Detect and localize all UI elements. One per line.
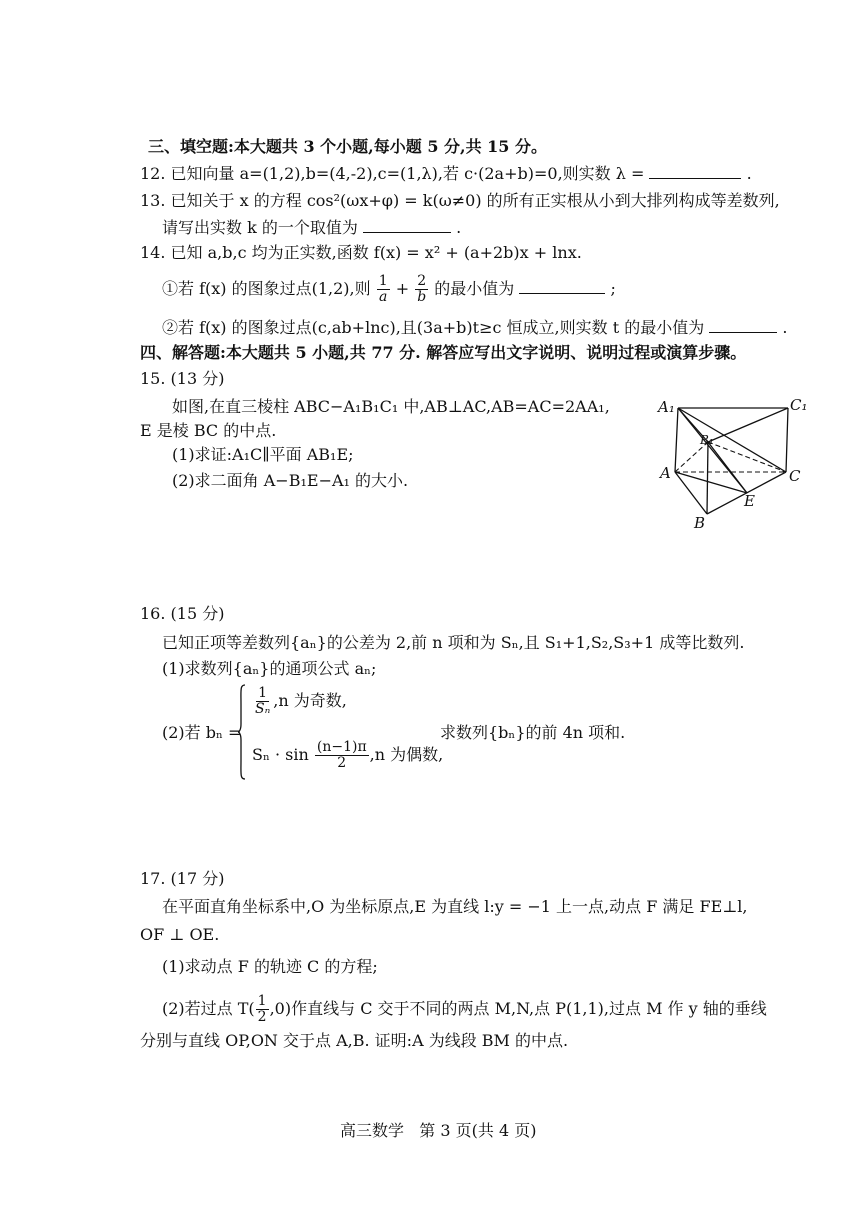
q14-part2-text: ②若 f(x) 的图象过点(c,ab+lnc),且(3a+b)t≥c 恒成立,则实数 t 的最小值为 — [162, 318, 705, 337]
q16-sub2-post: 求数列{bₙ}的前 4n 项和. — [440, 723, 626, 742]
q14-part2-tail: . — [782, 318, 788, 337]
q13-answer-blank[interactable] — [363, 216, 451, 233]
q14-part1 — [162, 274, 616, 305]
label-b: B — [694, 514, 706, 532]
case2-cond: ,n 为偶数, — [369, 745, 444, 764]
case1-cond: ,n 为奇数, — [273, 691, 347, 710]
q17-fraction-half — [256, 994, 269, 1025]
section3-heading: 三、填空题:本大题共 3 个小题,每小题 5 分,共 15 分。 — [148, 137, 548, 156]
q17-frac-num: 1 — [257, 993, 267, 1009]
q14-part1-tail: ; — [610, 279, 616, 298]
q12-tail: . — [746, 164, 752, 183]
edge-a1a — [675, 408, 678, 472]
q14-part1-pre: ①若 f(x) 的图象过点(1,2),则 — [162, 279, 371, 298]
question-12 — [140, 162, 752, 185]
q14-fraction-1-over-a — [377, 274, 390, 305]
q17-sub1: (1)求动点 F 的轨迹 C 的方程; — [162, 957, 378, 976]
case2-den: 2 — [337, 755, 347, 771]
case1-num: 1 — [258, 685, 268, 701]
q14-part1-answer-blank[interactable] — [519, 277, 605, 294]
edge-c1c — [786, 408, 788, 472]
label-c1: C₁ — [790, 396, 808, 414]
prism-figure — [650, 392, 820, 532]
case2-num: (n−1)π — [316, 739, 367, 755]
edge-b1c1 — [708, 408, 788, 442]
q17-sub2-post: ,0)作直线与 C 交于不同的两点 M,N,点 P(1,1),过点 M 作 y 轴的垂线 — [269, 999, 767, 1018]
label-e: E — [744, 492, 755, 510]
section4-heading: 四、解答题:本大题共 5 小题,共 77 分. 解答应写出文字说明、说明过程或演算步骤。 — [140, 343, 747, 362]
frac1-den: a — [379, 289, 388, 305]
q15-sub1: (1)求证:A₁C∥平面 AB₁E; — [172, 445, 354, 464]
q17-line2: OF ⊥ OE. — [140, 925, 220, 944]
q15-line1: 如图,在直三棱柱 ABC−A₁B₁C₁ 中,AB⊥AC,AB=AC=2AA₁, — [172, 397, 610, 416]
edge-b1b — [707, 442, 708, 514]
q17-line1: 在平面直角坐标系中,O 为坐标原点,E 为直线 l:y = −1 上一点,动点 F 满足 FE⊥l, — [162, 897, 748, 916]
q17-sub2 — [162, 994, 767, 1025]
q15-sub2: (2)求二面角 A−B₁E−A₁ 的大小. — [172, 471, 409, 490]
q12-text: 12. 已知向量 a=(1,2),b=(4,-2),c=(1,λ),若 c·(2a+b)=0,则实数 λ = — [140, 164, 645, 183]
q14-stem: 14. 已知 a,b,c 均为正实数,函数 f(x) = x² + (a+2b)x + lnx. — [140, 243, 582, 262]
q16-line1: 已知正项等差数列{aₙ}的公差为 2,前 n 项和为 Sₙ,且 S₁+1,S₂,S₃+1 成等比数列. — [162, 633, 745, 652]
case2-fraction — [315, 740, 369, 771]
q14-part2 — [162, 316, 788, 339]
q17-sub2-line2: 分别与直线 OP,ON 交于点 A,B. 证明:A 为线段 BM 的中点. — [140, 1031, 569, 1050]
q14-part2-answer-blank[interactable] — [709, 316, 777, 333]
segment-a1c — [678, 408, 786, 472]
label-a: A — [660, 464, 671, 482]
q15-line2: E 是棱 BC 的中点. — [140, 421, 277, 440]
page-footer: 高三数学 第 3 页(共 4 页) — [340, 1121, 537, 1140]
q13-text: 请写出实数 k 的一个取值为 — [162, 218, 358, 237]
segment-a1e — [678, 408, 747, 493]
frac2-den: b — [417, 289, 427, 305]
piecewise-brace — [238, 684, 246, 780]
q16-title: 16. (15 分) — [140, 604, 225, 623]
q16-sub2-pre: (2)若 bₙ = — [162, 723, 242, 742]
case2-pre: Sₙ · sin — [252, 745, 309, 764]
q17-frac-den: 2 — [257, 1009, 267, 1025]
case1-fraction — [253, 686, 272, 717]
q12-answer-blank[interactable] — [649, 162, 741, 179]
segment-ae — [675, 472, 747, 493]
q16-sub1: (1)求数列{aₙ}的通项公式 aₙ; — [162, 659, 377, 678]
q13-line1: 13. 已知关于 x 的方程 cos²(ωx+φ) = k(ω≠0) 的所有正实根从小到大排列构成等差数列, — [140, 191, 780, 210]
piecewise-case-even — [252, 740, 443, 771]
q14-part1-post: 的最小值为 — [434, 279, 515, 298]
q17-title: 17. (17 分) — [140, 869, 225, 888]
q14-fraction-2-over-b — [415, 274, 428, 305]
q17-sub2-pre: (2)若过点 T( — [162, 999, 255, 1018]
label-a1: A₁ — [658, 398, 675, 416]
label-c: C — [789, 467, 801, 485]
q15-title: 15. (13 分) — [140, 369, 225, 388]
edge-ab — [675, 472, 707, 514]
q13-line2 — [162, 216, 461, 239]
frac2-num: 2 — [417, 273, 427, 289]
q14-plus: + — [395, 279, 410, 298]
frac1-num: 1 — [378, 273, 388, 289]
case1-den: Sₙ — [255, 701, 271, 717]
label-b1: B₁ — [700, 433, 714, 447]
q13-tail: . — [456, 218, 462, 237]
piecewise-case-odd — [252, 686, 347, 717]
